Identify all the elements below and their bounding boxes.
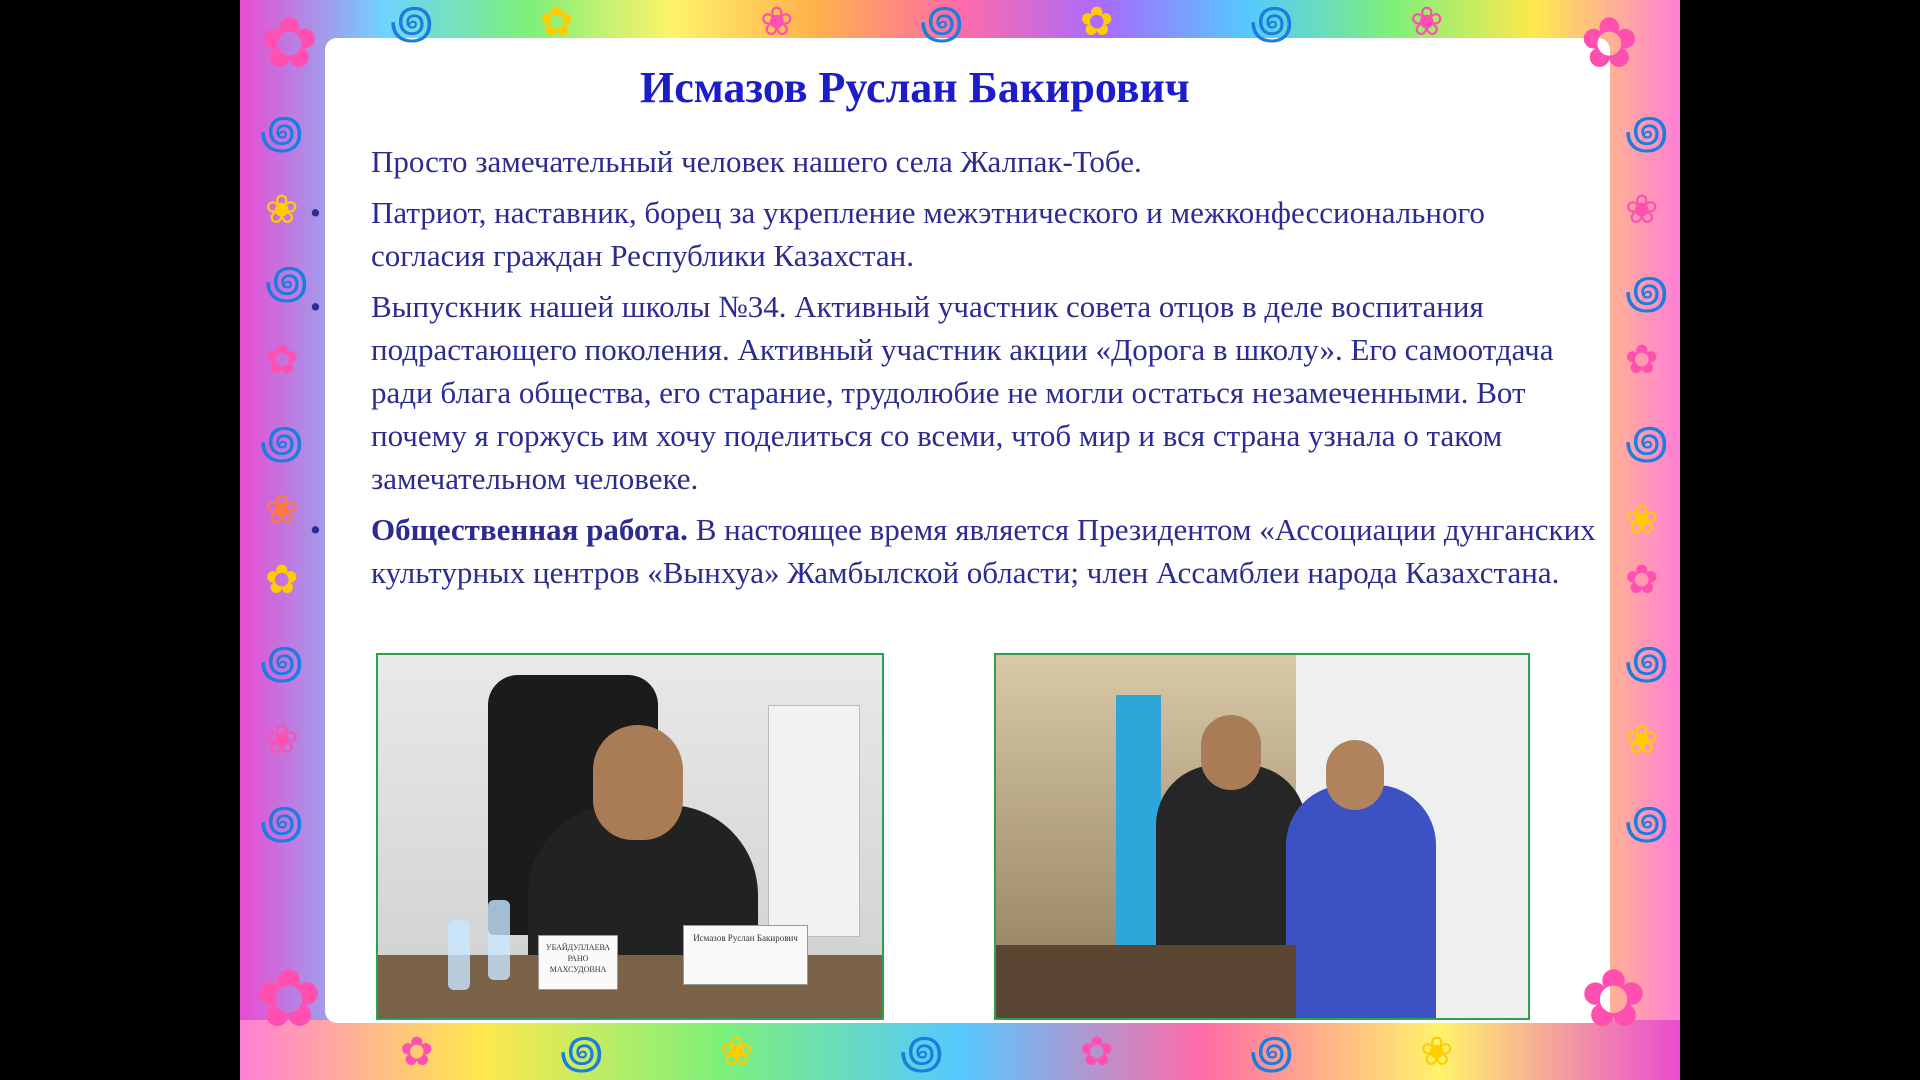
flower-icon: ❀ <box>265 717 299 762</box>
paragraph-bold-lead: Общественная работа. <box>371 512 688 547</box>
bullet: • <box>310 512 321 547</box>
flower-icon: ❀ <box>1625 717 1659 762</box>
swirl-icon: ꩜ <box>1625 797 1669 848</box>
flower-icon: ✿ <box>1080 1029 1114 1074</box>
person-right-shape <box>1286 785 1436 1018</box>
swirl-icon: ꩜ <box>260 107 304 158</box>
flower-icon: ❀ <box>265 487 299 532</box>
flower-icon: ✿ <box>255 956 323 1044</box>
flower-icon: ❀ <box>760 0 794 44</box>
swirl-icon: ꩜ <box>560 1027 604 1078</box>
window-shape <box>768 705 860 937</box>
flower-icon: ❀ <box>1420 1029 1454 1074</box>
swirl-icon: ꩜ <box>1625 107 1669 158</box>
person-head-shape <box>593 725 683 840</box>
flower-icon: ❀ <box>720 1029 754 1074</box>
paragraph-text: В настоящее время является Президентом «Ассоциации дунганских культурных центров «Вынхуа» Жамбылской области; член Ассамблеи народа Казахстана. <box>371 512 1596 590</box>
frame-bottom <box>240 1020 1680 1080</box>
flower-icon: ✿ <box>265 557 299 602</box>
flower-icon: ✿ <box>1625 337 1659 382</box>
podium-shape <box>996 945 1296 1018</box>
flower-icon: ❀ <box>265 187 299 232</box>
swirl-icon: ꩜ <box>1250 1027 1294 1078</box>
swirl-icon: ꩜ <box>1250 0 1294 48</box>
swirl-icon: ꩜ <box>260 797 304 848</box>
swirl-icon: ꩜ <box>1625 417 1669 468</box>
flower-icon: ❀ <box>1410 0 1444 44</box>
flower-icon: ❀ <box>1625 187 1659 232</box>
paragraph-text: Просто замечательный человек нашего села Жалпак-Тобе. <box>371 144 1142 179</box>
paragraph-text: Патриот, наставник, борец за укрепление межэтнического и межконфессионального согласия граждан Республики Казахстан. <box>371 195 1485 273</box>
swirl-icon: ꩜ <box>260 637 304 688</box>
paragraph-graduate <box>310 285 1600 500</box>
flower-icon: ✿ <box>265 337 299 382</box>
person-left-head-shape <box>1201 715 1261 790</box>
paragraph-text: Выпускник нашей школы №34. Активный участник совета отцов в деле воспитания подрастающего поколения. Активный участник акции «Дорога в школу». Его самоотдача ради блага общества, его старание, трудолюбие не могли остаться незамеченными. Вот почему я горжусь им хочу поделиться со всеми, чтоб мир и вся страна узнала о таком замечательном человеке. <box>371 289 1554 496</box>
paragraph-patriot <box>310 191 1600 277</box>
swirl-icon: ꩜ <box>265 257 309 308</box>
flower-icon: ❀ <box>1625 497 1659 542</box>
flower-icon: ✿ <box>1580 6 1639 83</box>
swirl-icon: ꩜ <box>390 0 434 48</box>
swirl-icon: ꩜ <box>1625 267 1669 318</box>
bullet: • <box>310 195 321 230</box>
bullet: • <box>310 289 321 324</box>
water-bottle-shape <box>448 920 470 990</box>
flower-icon: ✿ <box>540 0 574 44</box>
swirl-icon: ꩜ <box>920 0 964 48</box>
slide-body <box>310 140 1600 602</box>
photo-award-ceremony <box>994 653 1530 1020</box>
flower-icon: ✿ <box>260 6 319 83</box>
flower-icon: ✿ <box>1625 557 1659 602</box>
nameplate-left: УБАЙДУЛЛАЕВА РАНО МАХСУДОВНА <box>538 935 618 990</box>
paragraph-intro <box>310 140 1600 183</box>
flower-icon: ✿ <box>1080 0 1114 44</box>
flag-shape <box>1116 695 1161 945</box>
flower-icon: ✿ <box>400 1029 434 1074</box>
person-right-head-shape <box>1326 740 1384 810</box>
photo-at-table <box>376 653 884 1020</box>
flower-icon: ✿ <box>1580 956 1648 1044</box>
slide-title: Исмазов Руслан Бакирович <box>640 63 1190 112</box>
swirl-icon: ꩜ <box>900 1027 944 1078</box>
paragraph-public-work <box>310 508 1600 594</box>
swirl-icon: ꩜ <box>260 417 304 468</box>
swirl-icon: ꩜ <box>1625 637 1669 688</box>
water-bottle-shape <box>488 900 510 980</box>
nameplate-right: Исмазов Руслан Бакирович <box>683 925 808 985</box>
